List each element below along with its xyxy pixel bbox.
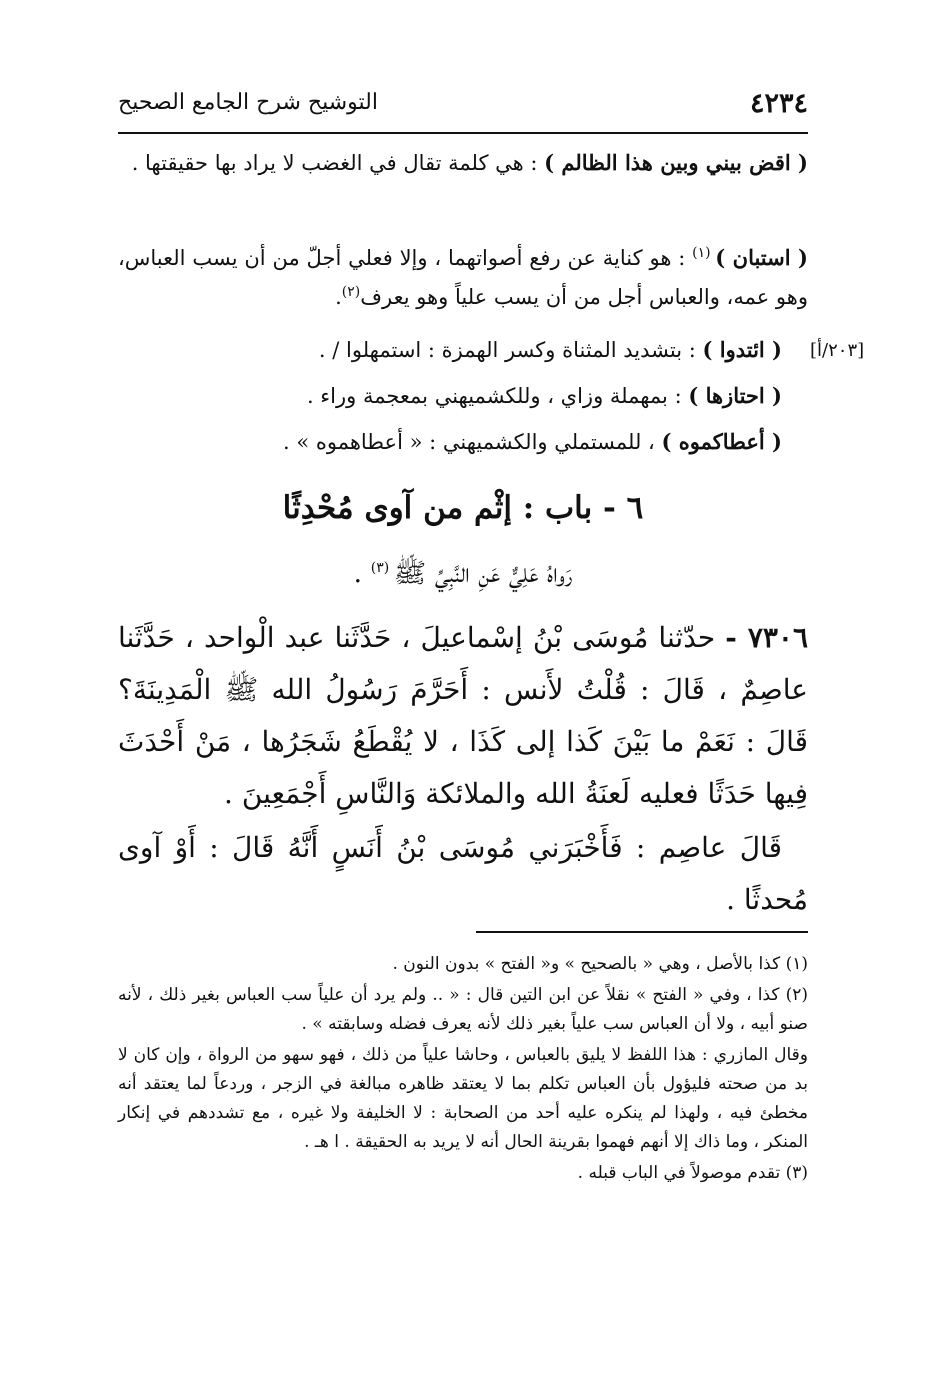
hadith-text bbox=[118, 612, 808, 820]
footnote-3: (٣) تقدم موصولاً في الباب قبله . bbox=[577, 1163, 808, 1183]
page-number: ٤٢٣٤ bbox=[749, 88, 808, 119]
commentary-entry-1 bbox=[118, 146, 808, 180]
hadith-number: ٧٣٠٦ - bbox=[725, 621, 808, 654]
narration-end: . bbox=[353, 558, 371, 589]
hadith-body: حدّثنا مُوسَى بْنُ إسْماعيلَ ، حَدَّثَنا عبد الْواحد ، حَدَّثَنا عاصِمٌ ، قَالَ : قُلْتُ لأَنس : أَحَرَّمَ رَسُولُ الله ﷺ الْمَدِينَةَ؟ قَالَ : نَعَمْ ما بَيْنَ كَذا إلى كَذَا ، لا يُقْطَعُ شَجَرُها ، مَنْ أَحْدَثَ فِيها حَدَثًا فعليه لَعنَةُ الله والملائكة وَالنَّاسِ أَجْمَعِينَ . bbox=[118, 621, 808, 810]
hadith-continuation-text: قَالَ عاصِم : فَأَخْبَرَني مُوسَى بْنُ أَنَسٍ أَنَّهُ قَالَ : أَوْ آوى مُحدثًا . bbox=[118, 831, 808, 916]
chapter-heading: ٦ - باب : إثْم من آوى مُحْدِثًا bbox=[282, 490, 644, 526]
header-rule bbox=[118, 132, 808, 134]
commentary-term: ( أعطاكموه ) bbox=[661, 429, 782, 454]
commentary-entry-4 bbox=[118, 379, 808, 413]
commentary-term: ( استبان ) bbox=[715, 245, 808, 270]
footnote-1: (١) كذا بالأصل ، وهي « بالصحيح » و« الفتح » بدون النون . bbox=[392, 954, 808, 974]
commentary-entry-5 bbox=[118, 425, 808, 459]
footnote-marker: (٢) bbox=[341, 284, 361, 300]
commentary-text: : بتشديد المثناة وكسر الهمزة : استمهلوا / . bbox=[318, 338, 703, 362]
margin-reference: [٢٠٣/أ] bbox=[810, 340, 865, 361]
footnote-2-continued: وقال المازري : هذا اللفظ لا يليق بالعباس ، وحاشا علياً من ذلك ، فهو سهو من الرواة ، وإن كان لا بد من صحته فليؤول بأن العباس تكلم بما لا يعتقد ظاهره مبالغة في الزجر ، وردعاً لما يعتقد أنه مخطئ فيه ، ولهذا لم ينكره عليه أحد من الصحابة : لا الخليفة ولا غيره ، مع تشددهم في إنكار المنكر ، وما ذاك إلا أنهم فهموا بقرينة الحال أنه لا يريد به الحقيقة . ا هـ . bbox=[118, 1045, 809, 1152]
footnote-2: (٢) كذا ، وفي « الفتح » نقلاً عن ابن التين قال : « .. ولم يرد أن علياً سب العباس بغير ذلك ، لأنه صنو أبيه ، ولا أن العباس سب علياً بغير ذلك لأنه يعرف فضله وسابقته » . bbox=[118, 985, 808, 1034]
commentary-entry-3 bbox=[118, 333, 808, 367]
narration-text: رَواهُ عَلِيٌّ عَنِ النَّبِيِّ ﷺ bbox=[393, 558, 573, 589]
commentary-text: : بمهملة وزاي ، وللكشميهني بمعجمة وراء . bbox=[306, 384, 689, 408]
footnote-rule bbox=[476, 931, 808, 933]
commentary-text: : هو كناية عن رفع أصواتهما ، وإلا فعلي أجلّ من أن يسب العباس، وهو عمه، والعباس أجل من أن يسب علياً وهو يعرف bbox=[118, 246, 808, 309]
footnotes bbox=[118, 950, 808, 1190]
commentary-term: ( اقض بيني وبين هذا الظالم ) bbox=[544, 150, 808, 175]
commentary-end: . bbox=[335, 285, 342, 309]
hadith-continuation bbox=[118, 822, 808, 926]
commentary-term: ( احتازها ) bbox=[688, 383, 782, 408]
footnote-marker: (٣) bbox=[370, 560, 394, 576]
chapter-narration bbox=[118, 556, 808, 596]
footnote-marker: (١) bbox=[692, 245, 716, 261]
page-header bbox=[118, 86, 808, 128]
commentary-text: ، للمستملي والكشميهني : « أعطاهموه » . bbox=[282, 430, 662, 454]
commentary-term: ( ائتدوا ) bbox=[702, 337, 782, 362]
commentary-text: : هي كلمة تقال في الغضب لا يراد بها حقيقتها . bbox=[131, 151, 545, 175]
commentary-entry-2 bbox=[118, 236, 808, 314]
running-title: التوشيح شرح الجامع الصحيح bbox=[118, 90, 378, 115]
